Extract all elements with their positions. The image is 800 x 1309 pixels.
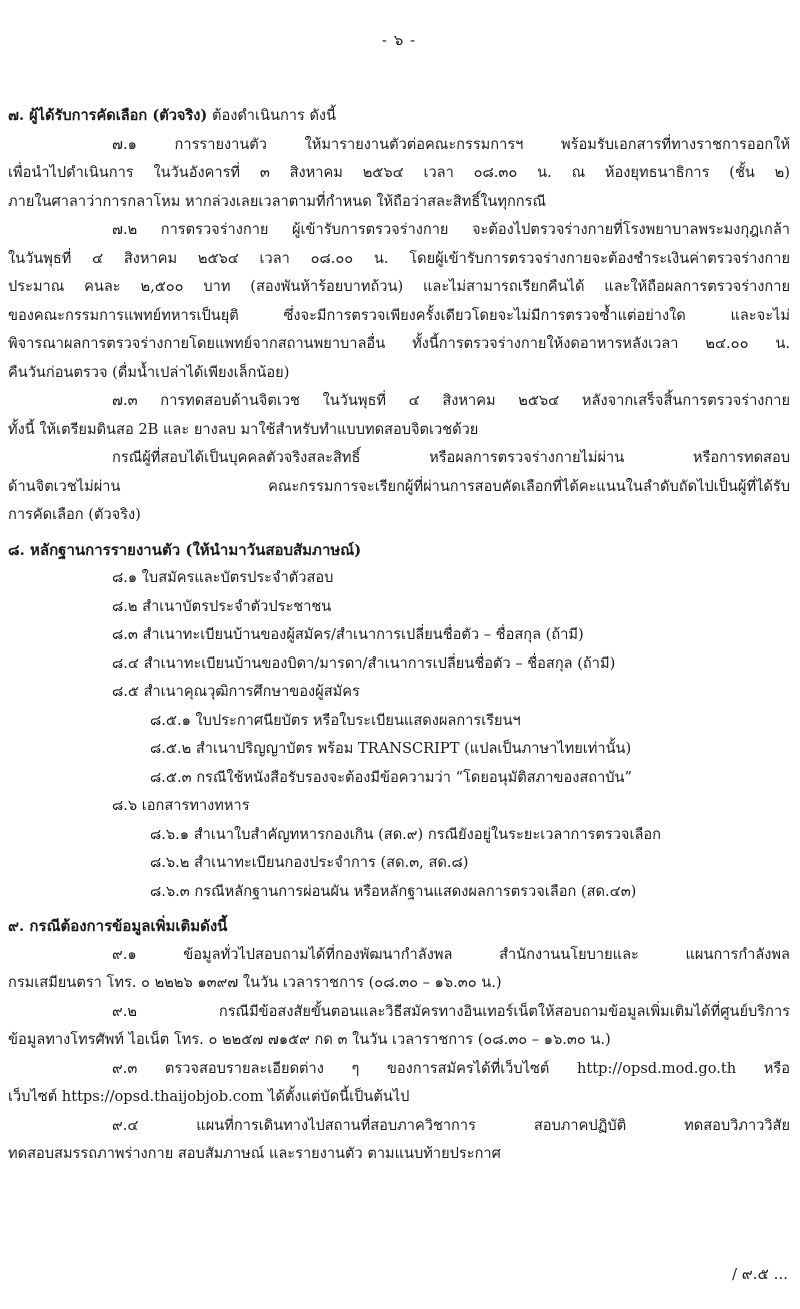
- section-7-heading-rest: ต้องดำเนินการ ดังนี้: [207, 107, 337, 124]
- section-9-heading: ๙. กรณีต้องการข้อมูลเพิ่มเติมดังนี้: [8, 917, 228, 935]
- item-8-6-2: ๘.๖.๒ สำเนาทะเบียนกองประจำการ (สด.๓, สด.๘): [150, 854, 469, 871]
- p9-4-line-2: ทดสอบสมรรถภาพร่างกาย สอบสัมภาษณ์ และรายงานตัว ตามแนบท้ายประกาศ: [8, 1145, 501, 1162]
- p9-4-line-1: ๙.๔ แผนที่การเดินทางไปสถานที่สอบภาควิชาการ สอบภาคปฏิบัติ ทดสอบวิภาววิสัย: [112, 1116, 790, 1134]
- p7-note-line-1: กรณีผู้ที่สอบได้เป็นบุคคลตัวจริงสละสิทธิ์ หรือผลการตรวจร่างกายไม่ผ่าน หรือการทดสอบ: [112, 449, 790, 466]
- p7-2-line-5: พิจารณาผลการตรวจร่างกายโดยแพทย์จากสถานพยาบาลอื่น ทั้งนี้การตรวจร่างกายให้งดอาหารหลังเวลา ๒๔.๐๐ น.: [8, 335, 790, 352]
- section-9: [8, 912, 790, 1169]
- item-8-6-1: ๘.๖.๑ สำเนาใบสำคัญทหารกองเกิน (สด.๙) กรณียังอยู่ในระยะเวลาการตรวจเลือก: [150, 825, 661, 843]
- p9-2-line-2: ข้อมูลทางโทรศัพท์ ไอเน็ต โทร. ๐ ๒๒๕๗ ๗๑๕๙ กด ๓ ในวัน เวลาราชการ (๐๘.๓๐ – ๑๖.๓๐ น.): [8, 1031, 611, 1048]
- p7-2-line-4: ของคณะกรรมการแพทย์ทหารเป็นยุติ ซึ่งจะมีการตรวจเพียงครั้งเดียวโดยจะไม่มีการตรวจซ้ำแต่อย่างใด และจะไม่: [8, 306, 790, 324]
- p7-note-line-3: การคัดเลือก (ตัวจริง): [8, 506, 141, 523]
- continuation-marker: / ๙.๕ ...: [731, 1265, 788, 1283]
- p7-3-line-2: ทั้งนี้ ให้เตรียมดินสอ 2B และ ยางลบ มาใช้สำหรับทำแบบทดสอบจิตเวชด้วย: [8, 420, 479, 438]
- p9-3-line-2: เว็บไซต์ https://opsd.thaijobjob.com ได้ตั้งแต่บัดนี้เป็นต้นไป: [8, 1088, 410, 1105]
- p7-2-line-6: คืนวันก่อนตรวจ (ดื่มน้ำเปล่าได้เพียงเล็กน้อย): [8, 363, 290, 381]
- p7-3-line-1: ๗.๓ การทดสอบด้านจิตเวช ในวันพุธที่ ๔ สิงหาคม ๒๕๖๔ หลังจากเสร็จสิ้นการตรวจร่างกาย: [112, 392, 790, 409]
- p9-1-line-1: ๙.๑ ข้อมูลทั่วไปสอบถามได้ที่กองพัฒนากำลังพล สำนักงานนโยบายและ แผนการกำลังพล: [112, 945, 790, 963]
- item-8-5-3: ๘.๕.๓ กรณีใช้หนังสือรับรองจะต้องมีข้อความว่า “โดยอนุมัติสภาของสถาบัน”: [150, 768, 632, 786]
- p7-2-line-1: ๗.๒ การตรวจร่างกาย ผู้เข้ารับการตรวจร่างกาย จะต้องไปตรวจร่างกายที่โรงพยาบาลพระมงกุฎเกล้า: [112, 221, 790, 238]
- item-8-5-1: ๘.๕.๑ ใบประกาศนียบัตร หรือใบระเบียนแสดงผลการเรียนฯ: [150, 711, 521, 729]
- section-8: [8, 536, 790, 907]
- item-8-1: ๘.๑ ใบสมัครและบัตรประจำตัวสอบ: [112, 569, 334, 586]
- p7-1-line-2: เพื่อนำไปดำเนินการ ในวันอังคารที่ ๓ สิงหาคม ๒๕๖๔ เวลา ๐๘.๓๐ น. ณ ห้องยุทธนาธิการ (ชั้น ๒): [8, 164, 790, 181]
- item-8-2: ๘.๒ สำเนาบัตรประจำตัวประชาชน: [112, 597, 332, 615]
- p7-2-line-3: ประมาณ คนละ ๒,๕๐๐ บาท (สองพันห้าร้อยบาทถ้วน) และไม่สามารถเรียกคืนได้ และให้ถือผลการตรวจร่างกาย: [8, 278, 790, 295]
- page-number: - ๖ -: [381, 31, 417, 49]
- item-8-5-2: ๘.๕.๒ สำเนาปริญญาบัตร พร้อม TRANSCRIPT (แปลเป็นภาษาไทยเท่านั้น): [150, 740, 632, 757]
- section-7-heading: [8, 102, 790, 131]
- p9-2-line-1: ๙.๒ กรณีมีข้อสงสัยขั้นตอนและวิธีสมัครทางอินเทอร์เน็ตให้สอบถามข้อมูลเพิ่มเติมได้ที่ศูนย์บริการ: [112, 1002, 790, 1020]
- section-7-heading-bold: ๗. ผู้ได้รับการคัดเลือก (ตัวจริง): [8, 107, 208, 124]
- item-8-6-3: ๘.๖.๓ กรณีหลักฐานการผ่อนผัน หรือหลักฐานแสดงผลการตรวจเลือก (สด.๔๓): [150, 882, 637, 900]
- p7-1-line-3: ภายในศาลาว่าการกลาโหม หากล่วงเลยเวลาตามที่กำหนด ให้ถือว่าสละสิทธิ์ในทุกกรณี: [8, 192, 547, 210]
- item-8-6: ๘.๖ เอกสารทางทหาร: [112, 797, 250, 814]
- p7-2-line-2: ในวันพุธที่ ๔ สิงหาคม ๒๕๖๔ เวลา ๐๘.๐๐ น. โดยผู้เข้ารับการตรวจร่างกายจะต้องชำระเงินค่าตรวจร่างกาย: [8, 249, 790, 267]
- p9-3-line-1: ๙.๓ ตรวจสอบรายละเอียดต่าง ๆ ของการสมัครได้ที่เว็บไซต์ http://opsd.mod.go.th หรือ: [112, 1059, 790, 1077]
- p7-1-line-1: ๗.๑ การรายงานตัว ให้มารายงานตัวต่อคณะกรรมการฯ พร้อมรับเอกสารที่ทางราชการออกให้: [112, 135, 790, 153]
- section-8-heading: ๘. หลักฐานการรายงานตัว (ให้นำมาวันสอบสัมภาษณ์): [8, 540, 362, 559]
- p9-1-line-2: กรมเสมียนตรา โทร. ๐ ๒๒๒๖ ๑๓๙๗ ในวัน เวลาราชการ (๐๘.๓๐ – ๑๖.๓๐ น.): [8, 974, 502, 991]
- p7-note-line-2: ด้านจิตเวชไม่ผ่าน คณะกรรมการจะเรียกผู้ที่ผ่านการสอบคัดเลือกที่ได้คะแนนในลำดับถัดไปเป็นผู้ที่ได้รับ: [8, 477, 790, 495]
- item-8-3: ๘.๓ สำเนาทะเบียนบ้านของผู้สมัคร/สำเนาการเปลี่ยนชื่อตัว – ชื่อสกุล (ถ้ามี): [112, 626, 584, 643]
- item-8-4: ๘.๔ สำเนาทะเบียนบ้านของบิดา/มารดา/สำเนาการเปลี่ยนชื่อตัว – ชื่อสกุล (ถ้ามี): [112, 654, 616, 672]
- section-7: [8, 102, 790, 530]
- item-8-5: ๘.๕ สำเนาคุณวุฒิการศึกษาของผู้สมัคร: [112, 683, 360, 700]
